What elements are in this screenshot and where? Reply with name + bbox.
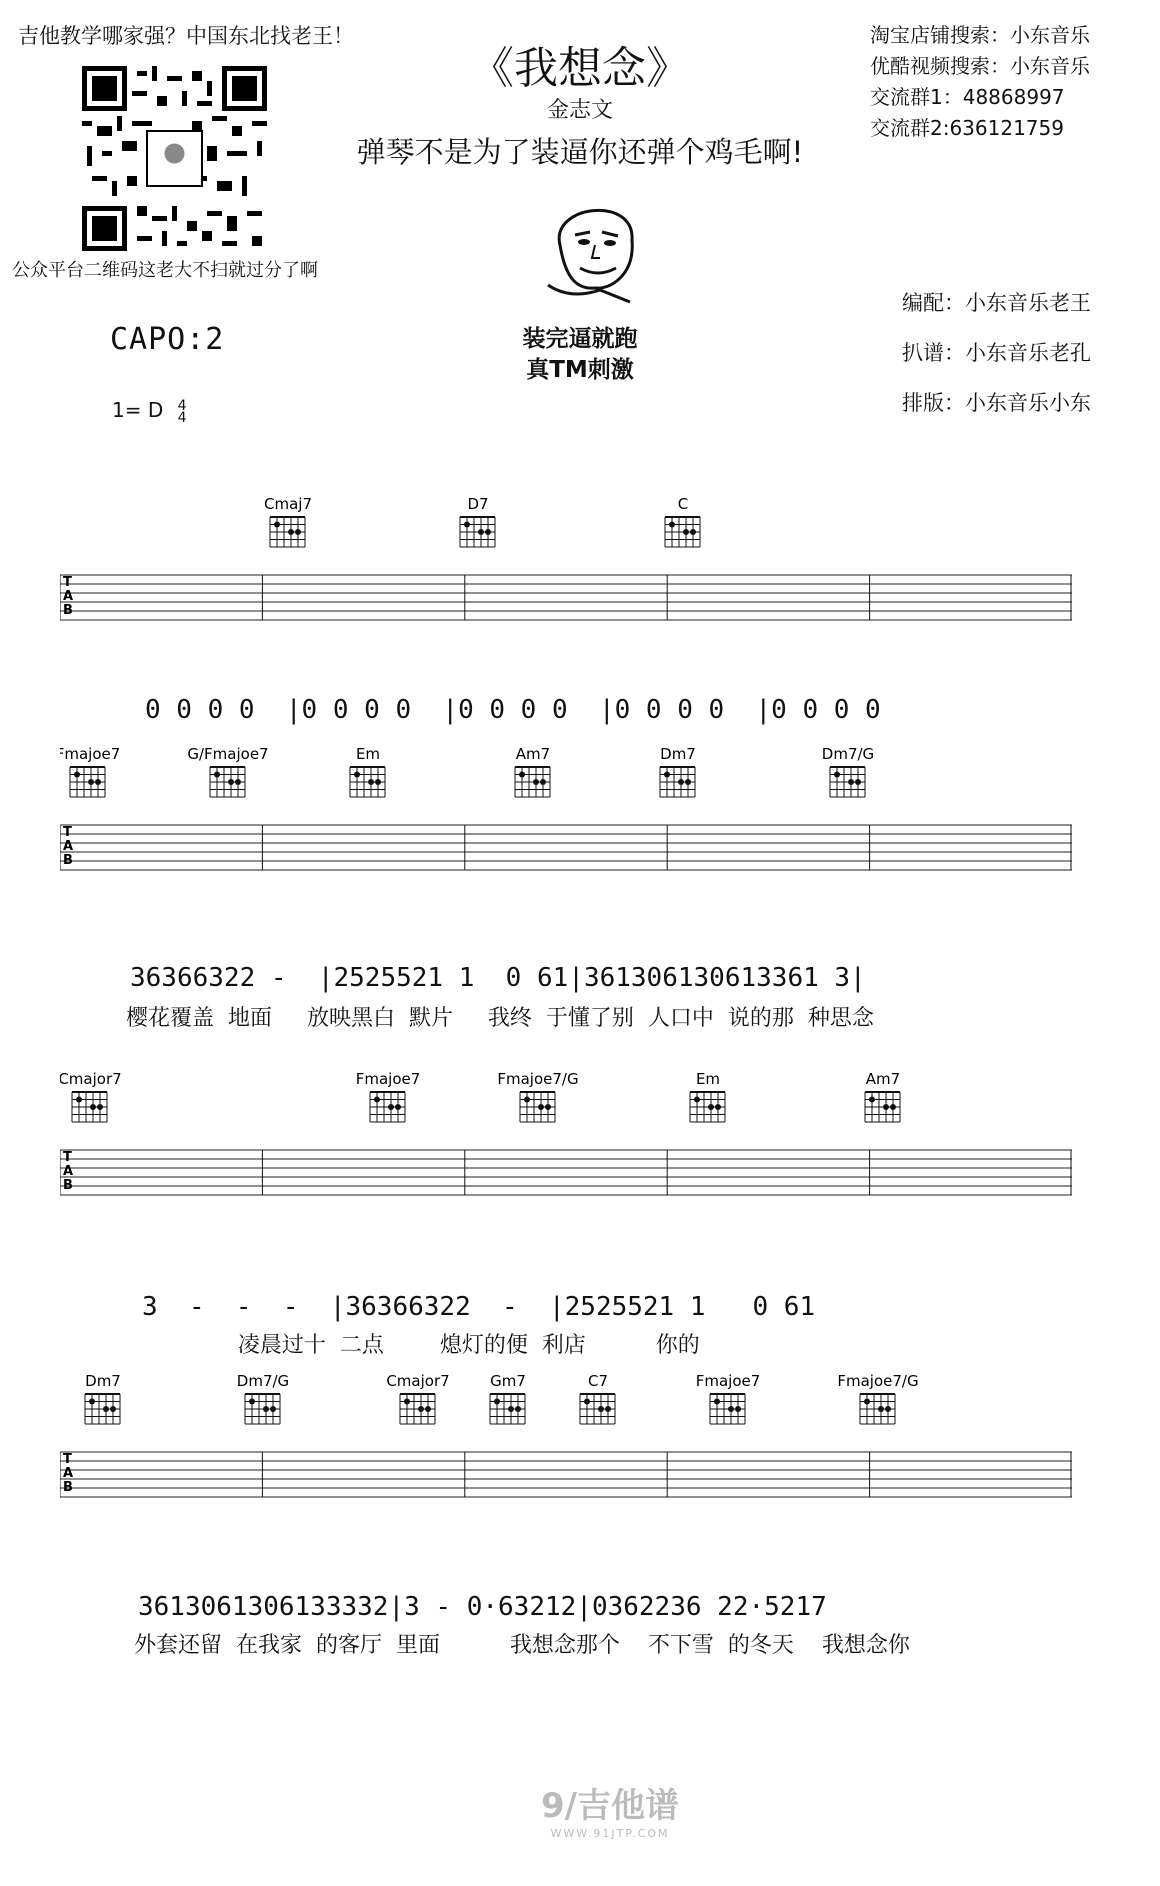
credits	[902, 278, 1091, 428]
system-3	[60, 1070, 1072, 1370]
tab-staff-3	[60, 1070, 1072, 1240]
svg-text:A: A	[63, 1466, 74, 1481]
promo-text: 吉他教学哪家强？中国东北找老王！	[18, 24, 354, 48]
meme-face-icon	[540, 190, 650, 305]
meme-caption-line2: 真TM刺激	[526, 357, 634, 383]
svg-text:A: A	[63, 1164, 74, 1179]
taobao-line: 淘宝店铺搜索：小东音乐	[870, 23, 1090, 47]
time-sig-bottom: 4	[177, 409, 187, 426]
svg-text:T: T	[63, 575, 72, 590]
svg-text:A: A	[63, 589, 74, 604]
chord-name: C7	[587, 1372, 609, 1390]
chord-name: Cmaj7	[264, 495, 312, 513]
svg-text:B: B	[63, 603, 73, 618]
numbered-notation-4: 3613061306133332|3 - 0·63212|0362236 22·5217	[138, 1592, 827, 1622]
chord-name: D7	[467, 495, 489, 513]
lyrics-2: 樱花覆盖 地面 放映黑白 默片 我终 于懂了别 人口中 说的那 种思念	[126, 1006, 874, 1031]
watermark-text: 9/吉他谱	[540, 1786, 680, 1826]
svg-text:T: T	[63, 1452, 72, 1467]
watermark-url: WWW.91JTP.COM	[550, 1827, 670, 1840]
tab-staff-4	[60, 1372, 1072, 1542]
tab-staff-2	[60, 745, 1072, 915]
chord-name: Em	[695, 1070, 721, 1088]
lyrics-3: 凌晨过十 二点 熄灯的便 利店 你的	[126, 1333, 700, 1358]
credit-layout: 排版：小东音乐小东	[902, 391, 1091, 415]
svg-text:T: T	[63, 825, 72, 840]
numbered-notation-2: 36366322 - |2525521 1 0 61|361306130613361 3|	[130, 963, 866, 993]
svg-text:B: B	[63, 853, 73, 868]
lyrics-4: 外套还留 在我家 的客厅 里面 我想念那个 不下雪 的冬天 我想念你	[134, 1633, 910, 1658]
svg-text:T: T	[63, 1150, 72, 1165]
chord-name: Am7	[515, 745, 551, 763]
chord-name: Em	[355, 745, 381, 763]
key-text: 1= D	[112, 398, 164, 422]
chord-name: Fmajoe7	[695, 1372, 761, 1390]
credit-arrange: 编配：小东音乐老王	[902, 291, 1091, 315]
system-2	[60, 745, 1072, 1035]
chord-name: Fmajoe7	[60, 745, 121, 763]
contact-info	[870, 20, 1090, 144]
system-4	[60, 1372, 1072, 1672]
group1-line: 交流群1：48868997	[870, 85, 1065, 109]
svg-text:A: A	[63, 839, 74, 854]
chord-name: Fmajoe7/G	[497, 1070, 579, 1088]
capo-label: CAPO:2	[110, 322, 225, 357]
numbered-notation-3: 3 - - - |36366322 - |2525521 1 0 61	[142, 1292, 816, 1322]
numbered-notation-1: 0 0 0 0 |0 0 0 0 |0 0 0 0 |0 0 0 0 |0 0 0 0	[145, 695, 881, 725]
song-title: 《我想念》	[470, 43, 690, 94]
credit-transcribe: 扒谱：小东音乐老孔	[902, 341, 1091, 365]
artist-name: 金志文	[546, 98, 613, 123]
chord-name: G/Fmajoe7	[187, 745, 269, 763]
chord-name: Dm7/G	[236, 1372, 290, 1390]
chord-name: Dm7/G	[821, 745, 875, 763]
svg-text:B: B	[63, 1178, 73, 1193]
tab-staff-1	[60, 495, 1072, 665]
key-signature	[112, 398, 187, 424]
chord-name: Cmajor7	[386, 1372, 450, 1390]
slogan: 弹琴不是为了装逼你还弹个鸡毛啊!	[356, 135, 804, 169]
meme-caption-line1: 装完逼就跑	[522, 326, 638, 352]
svg-text:B: B	[63, 1480, 73, 1495]
chord-name: Dm7	[85, 1372, 121, 1390]
chord-diagrams-1	[264, 495, 700, 547]
qr-caption: 公众平台二维码这老大不扫就过分了啊	[12, 260, 318, 281]
chord-name: Cmajor7	[60, 1070, 122, 1088]
youku-line: 优酷视频搜索：小东音乐	[870, 54, 1090, 78]
chord-name: Gm7	[490, 1372, 526, 1390]
chord-name: Am7	[865, 1070, 901, 1088]
group2-line: 交流群2:636121759	[870, 116, 1064, 140]
chord-name: Fmajoe7	[355, 1070, 421, 1088]
time-sig-top: 4	[177, 397, 187, 414]
chord-name: Dm7	[660, 745, 696, 763]
watermark-logo	[515, 1778, 705, 1840]
chord-name: Fmajoe7/G	[837, 1372, 919, 1390]
chord-name: C	[677, 495, 689, 513]
system-1	[60, 495, 1072, 740]
